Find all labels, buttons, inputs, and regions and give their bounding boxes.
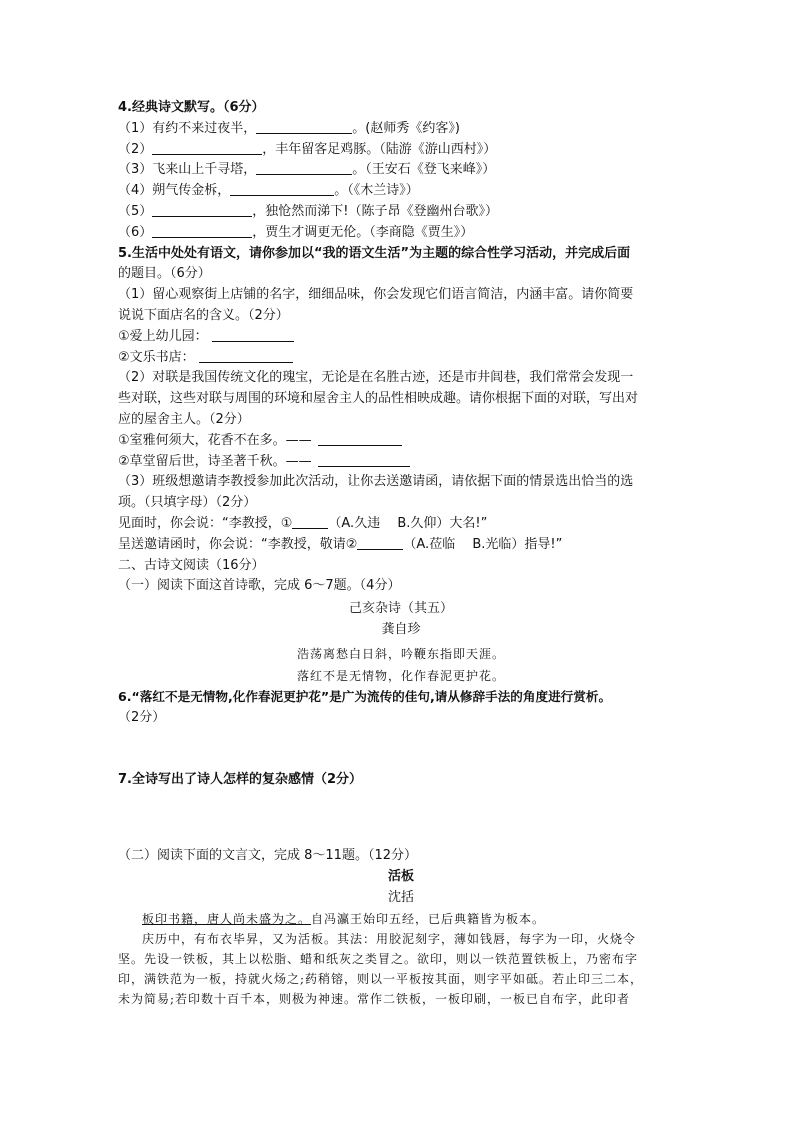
poem-author: 龚自珍: [381, 621, 421, 637]
classical-text-line: 未为简易;若印数十百千本，则极为神速。常作二铁板，一板印刷，一板已自布字，此印者: [118, 991, 631, 1006]
poem-line-2: 落红不是无情物，化作春泥更护花。: [296, 668, 505, 683]
poem-title: 己亥杂诗（其五）: [348, 601, 453, 617]
answer-blank[interactable]: [318, 431, 402, 446]
section-2-title: 二、古诗文阅读（16分）: [118, 557, 265, 573]
q5-part1-line1: （1）留心观察街上店铺的名字，细细品味，你会发现它们语言简洁，内涵丰富。请你简要: [118, 287, 634, 303]
answer-blank[interactable]: [256, 160, 352, 175]
q4-item-1: （1）有约不来过夜半， 。(赵师秀《约客》): [118, 120, 460, 136]
q5-part2-line2: 些对联，这些对联与周围的环境和屋舍主人的品性相映成趣。请你根据下面的对联，写出对: [118, 391, 639, 407]
classical-text-title: 活板: [387, 868, 414, 884]
q4-item-6: （6） ，贾生才调更无伦。（李商隐《贾生》）: [118, 224, 474, 240]
q5-invite-line: 呈送邀请函时，你会说：“李教授，敬请② （A.莅临 B.光临）指导!”: [118, 536, 563, 552]
answer-blank[interactable]: [292, 514, 328, 529]
answer-blank[interactable]: [152, 223, 252, 238]
q5-meet-line: 见面时，你会说：“李教授，① （A.久违 B.久仰）大名!”: [118, 515, 488, 531]
q4-item-2: （2） ，丰年留客足鸡豚。（陆游《游山西村》）: [118, 141, 497, 157]
answer-blank[interactable]: [256, 119, 352, 134]
answer-blank[interactable]: [152, 202, 252, 217]
q5-couplet-1: ①室雅何须大，花香不在多。——: [118, 431, 684, 452]
q5-part2-line1: （2）对联是我国传统文化的瑰宝，无论是在名胜古迹，还是市井闾巷，我们常常会发现一: [118, 370, 634, 386]
q6-line2: （2分）: [118, 709, 166, 725]
q5-shop-1: ①爱上幼儿园：: [118, 327, 684, 348]
exam-page: [118, 98, 684, 1009]
poem-line-1: 浩荡离愁白日斜，吟鞭东指即天涯。: [296, 646, 505, 661]
q5-part3-line1: （3）班级想邀请李教授参加此次活动，让你去送邀请函，请依据下面的情景选出恰当的选: [118, 474, 634, 490]
classical-text-line: 庆历中，有布衣毕昇，又为活板。其法：用胶泥刻字，薄如钱唇，每字为一印，火烧令: [142, 931, 637, 946]
answer-space[interactable]: [118, 791, 684, 846]
underlined-sentence: 板印书籍，唐人尚未盛为之。: [142, 911, 312, 926]
answer-space[interactable]: [118, 728, 684, 770]
q4-title: 4.经典诗文默写。（6分）: [118, 100, 265, 115]
answer-blank[interactable]: [357, 535, 403, 550]
q5-couplet-2: ②草堂留后世，诗圣著千秋。——: [118, 452, 684, 473]
q5-part1-line2: 说说下面店名的含义。（2分）: [118, 307, 289, 323]
q5-part2-line3: 应的屋舍主人。（2分）: [118, 411, 250, 427]
classical-text-author: 沈括: [387, 889, 414, 905]
answer-blank[interactable]: [230, 181, 334, 196]
q4-item-3: （3）飞来山上千寻塔， 。（王安石《登飞来峰》）: [118, 162, 496, 178]
q5-part3-line2: 项。（只填字母）（2分）: [118, 495, 257, 511]
classical-text-line: 坚。先设一铁板，其上以松脂、蜡和纸灰之类冒之。欲印，则以一铁范置铁板上，乃密布字: [118, 951, 639, 966]
q6-line1: 6.“落红不是无情物,化作春泥更护花”是广为流传的佳句,请从修辞手法的角度进行赏析。: [118, 688, 612, 704]
q4-item-4: （4）朔气传金柝， 。（《木兰诗》）: [118, 183, 419, 199]
answer-blank[interactable]: [212, 327, 294, 342]
q4-item-5: （5） ，独怆然而涕下!（陈子昂《登幽州台歌》）: [118, 203, 498, 219]
section-2-sub1: （一）阅读下面这首诗歌，完成 6～7题。（4分）: [118, 578, 401, 594]
q5-shop-2: ②文乐书店：: [118, 348, 684, 369]
q5-title-line1: 5.生活中处处有语文，请你参加以“我的语文生活”为主题的综合性学习活动，并完成后面: [118, 245, 631, 261]
section-2-sub2: （二）阅读下面的文言文，完成 8～11题。（12分）: [118, 848, 417, 864]
classical-text-para-1: 板印书籍，唐人尚未盛为之。自冯瀛王始印五经，已后典籍皆为板本。: [142, 911, 546, 926]
answer-blank[interactable]: [152, 140, 262, 155]
answer-blank[interactable]: [199, 348, 293, 363]
q5-title-line2: 的题目。（6分）: [118, 266, 211, 282]
q7: 7.全诗写出了诗人怎样的复杂感情（2分）: [118, 772, 363, 788]
answer-blank[interactable]: [318, 452, 410, 467]
classical-text-line: 印，满铁范为一板，持就火炀之;药稍镕，则以一平板按其面，则字平如砥。若止印三二本，: [118, 971, 644, 986]
